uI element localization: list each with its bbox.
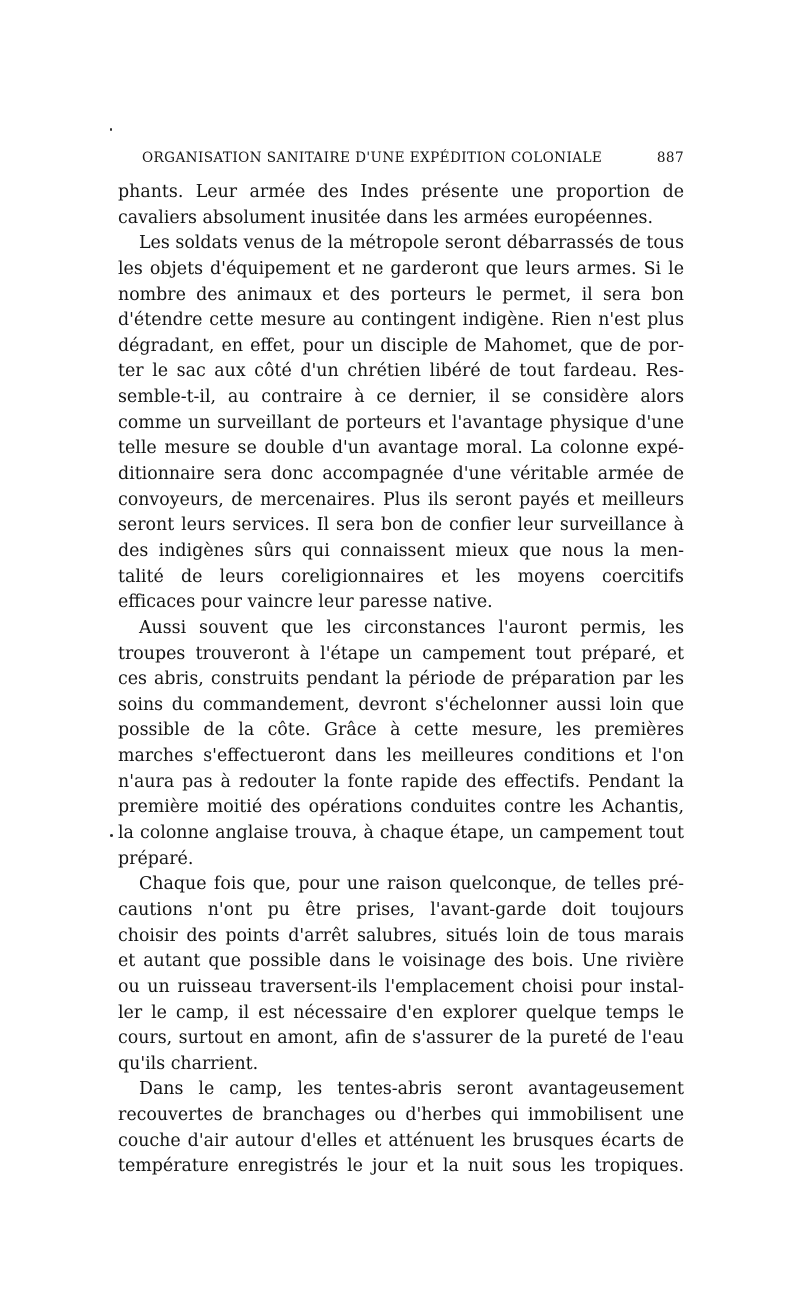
- text-line: première moitié des opérations conduites contre les Achantis,: [118, 797, 684, 818]
- text-line: cautions n'ont pu être prises, l'avant-garde doit toujours: [118, 899, 684, 920]
- text-line: couche d'air autour d'elles et atténuent les brusques écarts de: [118, 1130, 684, 1151]
- text-line: dégradant, en effet, pour un disciple de Mahomet, que de por-: [118, 335, 684, 356]
- text-line: talité de leurs coreligionnaires et les moyens coercitifs: [118, 566, 684, 587]
- text-line: les objets d'équipement et ne garderont que leurs armes. Si le: [118, 258, 684, 279]
- text-line: et autant que possible dans le voisinage des bois. Une rivière: [118, 951, 684, 972]
- text-line: Les soldats venus de la métropole seront débarrassés de tous: [139, 233, 684, 254]
- text-line: cavaliers absolument inusitée dans les armées européennes.: [118, 207, 653, 228]
- text-line: n'aura pas à redouter la fonte rapide des effectifs. Pendant la: [118, 771, 684, 792]
- text-line: ter le sac aux côté d'un chrétien libéré de tout fardeau. Res-: [118, 361, 684, 382]
- text-line: préparé.: [118, 848, 194, 869]
- text-line: semble-t-il, au contraire à ce dernier, il se considère alors: [118, 387, 684, 408]
- text-line: température enregistrés le jour et la nuit sous les tropiques.: [118, 1156, 684, 1177]
- text-line: des indigènes sûrs qui connaissent mieux que nous la men-: [118, 540, 684, 561]
- text-line: ou un ruisseau traversent-ils l'emplacement choisi pour instal-: [118, 976, 684, 997]
- text-line: troupes trouveront à l'étape un campement tout préparé, et: [118, 643, 684, 664]
- text-line: nombre des animaux et des porteurs le permet, il sera bon: [118, 284, 684, 305]
- paragraph-campement: [118, 616, 684, 872]
- text-line: soins du commandement, devront s'échelonner aussi loin que: [118, 694, 684, 715]
- text-line: efficaces pour vaincre leur paresse native.: [118, 592, 493, 613]
- text-line: ditionnaire sera donc accompagnée d'une véritable armée de: [118, 464, 684, 485]
- text-line: Dans le camp, les tentes-abris seront avantageusement: [139, 1079, 684, 1100]
- text-line: Aussi souvent que les circonstances l'auront permis, les: [139, 617, 684, 638]
- text-line: phants. Leur armée des Indes présente une proportion de: [118, 182, 684, 202]
- text-line: seront leurs services. Il sera bon de confier leur surveillance à: [118, 515, 684, 536]
- ink-speck: [110, 128, 112, 131]
- text-line: convoyeurs, de mercenaires. Plus ils seront payés et meilleurs: [118, 489, 684, 510]
- text-line: comme un surveillant de porteurs et l'avantage physique d'une: [118, 412, 684, 433]
- text-line: ler le camp, il est nécessaire d'en explorer quelque temps le: [118, 1002, 684, 1023]
- page-number: 887: [656, 150, 684, 166]
- text-line: recouvertes de branchages ou d'herbes qui immobilisent une: [118, 1105, 684, 1126]
- text-line: qu'ils charrient.: [118, 1053, 259, 1074]
- text-line: Chaque fois que, pour une raison quelconque, de telles pré-: [139, 874, 684, 895]
- running-head-title: ORGANISATION SANITAIRE D'UNE EXPÉDITION COLONIALE: [142, 150, 603, 166]
- paragraph-tentes-abris: [118, 1077, 684, 1180]
- text-line: d'étendre cette mesure au contingent indigène. Rien n'est plus: [118, 310, 684, 331]
- paragraph-avant-garde: [118, 872, 684, 1077]
- text-line: cours, surtout en amont, afin de s'assurer de la pureté de l'eau: [118, 1028, 684, 1049]
- paragraph-equipment: [118, 231, 684, 616]
- body-text: [118, 180, 684, 1180]
- ink-speck: [110, 834, 113, 837]
- text-line: telle mesure se double d'un avantage moral. La colonne expé-: [118, 438, 684, 459]
- text-line: la colonne anglaise trouva, à chaque étape, un campement tout: [118, 823, 684, 844]
- text-line: marches s'effectueront dans les meilleures conditions et l'on: [118, 746, 684, 767]
- text-line: choisir des points d'arrêt salubres, situés loin de tous marais: [118, 925, 684, 946]
- text-line: ces abris, construits pendant la période de préparation par les: [118, 669, 684, 690]
- paragraph-continued: [118, 180, 684, 231]
- running-head: [118, 146, 684, 170]
- text-line: possible de la côte. Grâce à cette mesure, les premières: [118, 720, 684, 741]
